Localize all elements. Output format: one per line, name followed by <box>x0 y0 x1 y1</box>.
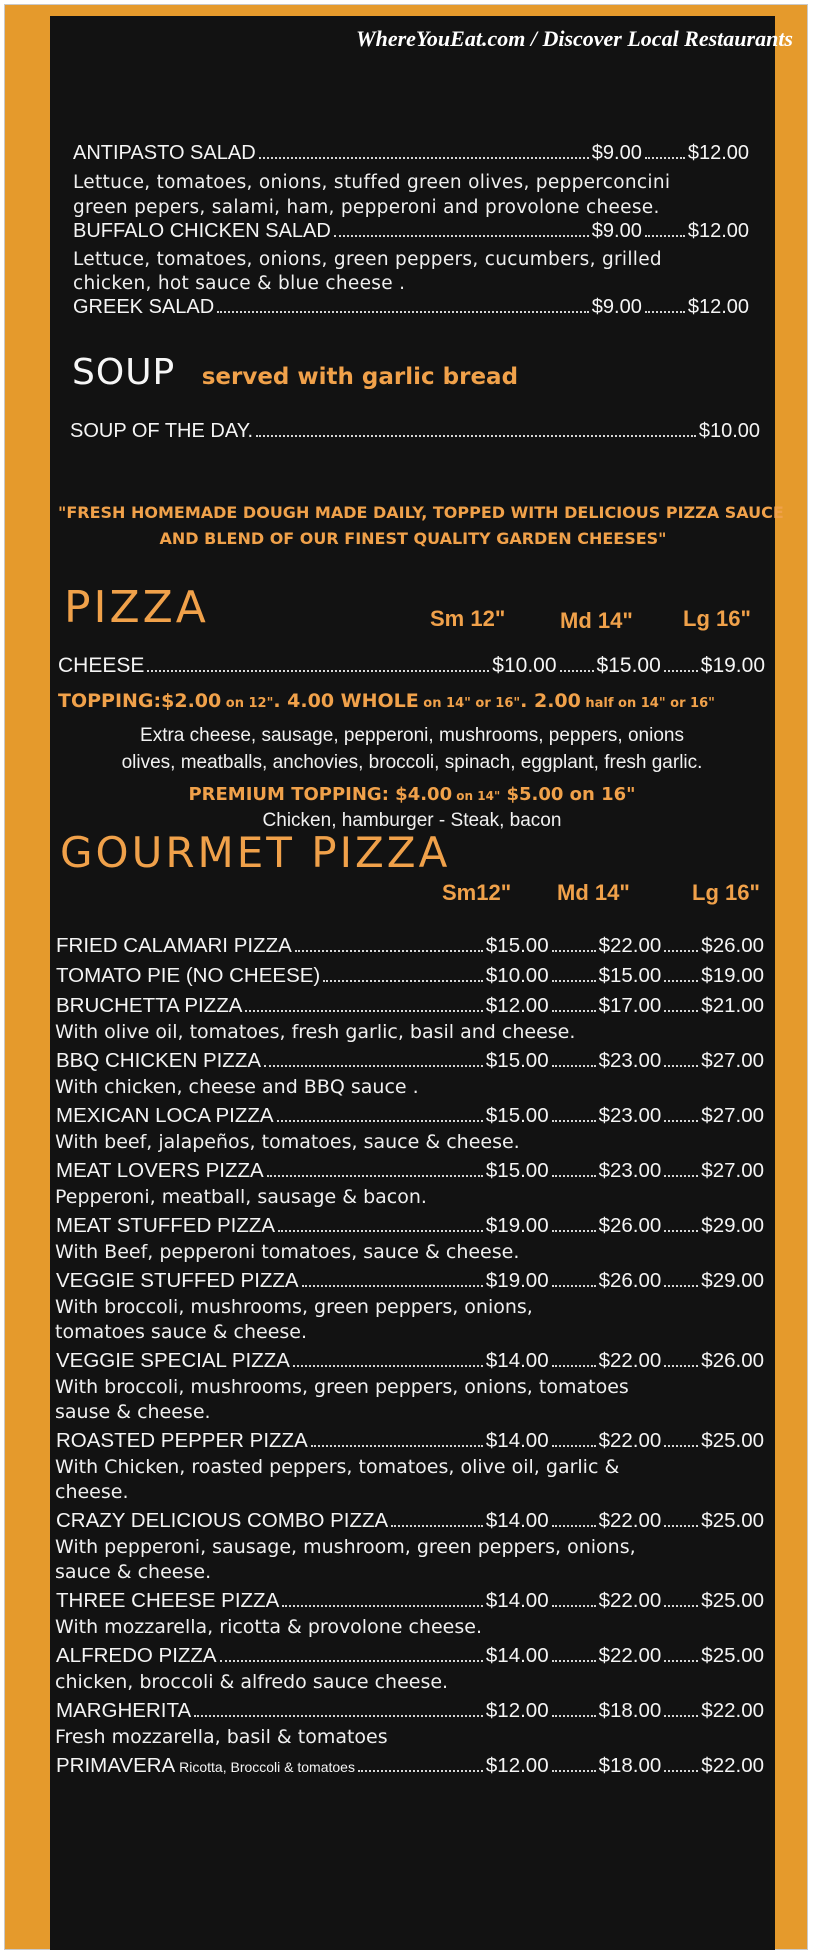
item-description: With broccoli, mushrooms, green peppers, onions, tomatoes <box>55 1375 629 1398</box>
gourmet-row <box>56 964 764 988</box>
premium-a: PREMIUM TOPPING: $4.00 <box>188 784 453 805</box>
dot-leader <box>552 1285 596 1287</box>
dot-leader <box>552 950 596 952</box>
dot-leader <box>293 1365 483 1367</box>
item-name <box>56 1509 388 1533</box>
item-name: GREEK SALAD <box>73 296 215 318</box>
dot-leader <box>264 1065 483 1067</box>
item-name <box>56 1589 279 1613</box>
price-medium: $15.00 <box>598 964 662 987</box>
gourmet-row <box>56 1589 764 1613</box>
dot-leader <box>358 1770 483 1772</box>
topping-b: on 12" <box>221 696 274 711</box>
topping-d: on 14" or 16" <box>418 696 521 711</box>
price-large: $26.00 <box>701 934 764 957</box>
dot-leader <box>552 1445 596 1447</box>
price-small: $15.00 <box>485 934 549 957</box>
dot-leader <box>552 1715 596 1717</box>
gourmet-row <box>56 1049 764 1073</box>
topping-list <box>52 722 772 776</box>
dot-leader <box>256 435 696 437</box>
item-name-text: VEGGIE SPECIAL PIZZA <box>56 1349 290 1372</box>
dot-leader <box>664 1605 698 1607</box>
price-large: $19.00 <box>701 964 764 987</box>
dot-leader <box>552 1605 596 1607</box>
price-large: $12.00 <box>687 142 749 164</box>
item-description: With chicken, cheese and BBQ sauce . <box>55 1075 419 1098</box>
item-name-text: FRIED CALAMARI PIZZA <box>56 934 292 957</box>
dot-leader <box>664 1230 698 1232</box>
item-name <box>56 1104 274 1128</box>
pizza-size-medium: Md 14" <box>560 608 633 633</box>
price-medium: $17.00 <box>598 994 662 1017</box>
item-name-text: PRIMAVERA <box>56 1754 176 1777</box>
pizza-size-small: Sm 12" <box>430 606 506 631</box>
dot-leader <box>664 1065 698 1067</box>
site-banner: WhereYouEat.com / Discover Local Restaurants <box>356 26 793 51</box>
dot-leader <box>645 235 685 237</box>
dot-leader <box>391 1525 483 1527</box>
item-name-text: ALFREDO PIZZA <box>56 1644 217 1667</box>
price-medium: $26.00 <box>598 1214 662 1237</box>
item-name: BUFFALO CHICKEN SALAD <box>73 220 331 242</box>
price-large: $26.00 <box>701 1349 764 1372</box>
dot-leader <box>560 670 594 672</box>
price-small: $14.00 <box>485 1509 549 1532</box>
pizza-title: PIZZA <box>64 582 209 633</box>
soup-item <box>70 420 760 443</box>
price-large: $12.00 <box>687 296 749 318</box>
item-name <box>56 1754 355 1778</box>
price-large: $29.00 <box>701 1214 764 1237</box>
gourmet-row <box>56 1699 764 1723</box>
dot-leader <box>664 1770 698 1772</box>
soup-title: SOUP <box>72 352 176 393</box>
item-name: CHEESE <box>58 654 145 677</box>
gourmet-row <box>56 1104 764 1128</box>
price-medium: $22.00 <box>598 1509 662 1532</box>
topping-e: . 2.00 <box>520 690 581 712</box>
price-large: $27.00 <box>701 1159 764 1182</box>
gourmet-row <box>56 1754 764 1778</box>
item-name-text: MEAT STUFFED PIZZA <box>56 1214 276 1237</box>
price-medium: $18.00 <box>598 1754 662 1777</box>
price-small: $9.00 <box>591 296 642 318</box>
item-description: With pepperoni, sausage, mushroom, green peppers, onions, <box>55 1535 636 1558</box>
salad-row <box>73 296 749 319</box>
item-description: Lettuce, tomatoes, onions, stuffed green olives, pepperconcini <box>73 172 671 193</box>
price-small: $9.00 <box>591 142 642 164</box>
dot-leader <box>245 1010 482 1012</box>
price-small: $12.00 <box>485 1754 549 1777</box>
salad-row <box>73 220 749 243</box>
item-name-text: MEXICAN LOCA PIZZA <box>56 1104 274 1127</box>
dot-leader <box>552 980 596 982</box>
item-description: With Chicken, roasted peppers, tomatoes, olive oil, garlic & <box>55 1455 620 1478</box>
dot-leader <box>267 1175 483 1177</box>
dot-leader <box>277 1120 483 1122</box>
dot-leader <box>217 311 589 313</box>
item-name-text: BBQ CHICKEN PIZZA <box>56 1049 262 1072</box>
price-large: $25.00 <box>701 1589 764 1612</box>
topping-f: half on 14" or 16" <box>580 696 715 711</box>
dot-leader <box>664 1175 698 1177</box>
soup-subtitle: served with garlic bread <box>201 364 519 390</box>
price-large: $27.00 <box>701 1049 764 1072</box>
price-small: $14.00 <box>485 1429 549 1452</box>
salad-row <box>73 142 749 165</box>
item-description: tomatoes sauce & cheese. <box>55 1320 308 1343</box>
dot-leader <box>552 1120 596 1122</box>
dot-leader <box>552 1365 596 1367</box>
item-description: With mozzarella, ricotta & provolone cheese. <box>55 1615 482 1638</box>
item-name <box>56 1644 217 1668</box>
item-name <box>56 1699 191 1723</box>
item-name-text: TOMATO PIE (NO CHEESE) <box>56 964 321 987</box>
price-medium: $22.00 <box>598 1349 662 1372</box>
price-large: $22.00 <box>701 1699 764 1722</box>
dot-leader <box>147 670 489 672</box>
dot-leader <box>664 1525 698 1527</box>
price-medium: $22.00 <box>598 1429 662 1452</box>
price-small: $15.00 <box>485 1159 549 1182</box>
item-description: With broccoli, mushrooms, green peppers, onions, <box>55 1295 533 1318</box>
dot-leader <box>664 1715 698 1717</box>
item-name <box>56 1049 261 1073</box>
item-name <box>56 1349 290 1373</box>
dot-leader <box>220 1660 483 1662</box>
gourmet-row <box>56 1509 764 1533</box>
item-description: green pepers, salami, ham, pepperoni and provolone cheese. <box>73 197 660 218</box>
dot-leader <box>552 1010 596 1012</box>
gourmet-row <box>56 1214 764 1238</box>
item-description: chicken, broccoli & alfredo sauce cheese. <box>55 1670 449 1693</box>
price-small: $15.00 <box>485 1049 549 1072</box>
dot-leader <box>664 1660 698 1662</box>
pizza-size-large: Lg 16" <box>683 606 751 631</box>
price-medium: $22.00 <box>598 1644 662 1667</box>
price-medium: $18.00 <box>598 1699 662 1722</box>
tagline-line: "FRESH HOMEMADE DOUGH MADE DAILY, TOPPED WITH DELICIOUS PIZZA SAUCE <box>58 503 784 522</box>
item-description: chicken, hot sauce & blue cheese . <box>73 273 406 294</box>
topping-a: TOPPING:$2.00 <box>58 690 222 712</box>
dot-leader <box>664 1445 698 1447</box>
gourmet-row <box>56 1429 764 1453</box>
price-small: $19.00 <box>485 1269 549 1292</box>
dot-leader <box>664 950 698 952</box>
item-name-text: THREE CHEESE PIZZA <box>56 1589 280 1612</box>
item-name <box>56 994 242 1018</box>
dot-leader <box>295 950 483 952</box>
dot-leader <box>552 1660 596 1662</box>
item-name <box>56 964 320 988</box>
soup-heading <box>72 352 518 393</box>
dot-leader <box>552 1175 596 1177</box>
topping-list-line: olives, meatballs, anchovies, broccoli, spinach, eggplant, fresh garlic. <box>121 752 703 773</box>
dot-leader <box>282 1605 483 1607</box>
dot-leader <box>645 157 685 159</box>
item-description: With beef, jalapeños, tomatoes, sauce & cheese. <box>55 1130 520 1153</box>
price-small: $10.00 <box>492 654 557 677</box>
price-large: $29.00 <box>701 1269 764 1292</box>
soup-item-price: $10.00 <box>698 420 760 442</box>
premium-list: Chicken, hamburger - Steak, bacon <box>262 810 562 831</box>
item-description: Fresh mozzarella, basil & tomatoes <box>55 1725 388 1748</box>
item-note: Ricotta, Broccoli & tomatoes <box>175 1759 355 1775</box>
gourmet-row <box>56 1269 764 1293</box>
price-large: $25.00 <box>701 1509 764 1532</box>
price-small: $14.00 <box>485 1349 549 1372</box>
price-small: $14.00 <box>485 1644 549 1667</box>
price-large: $19.00 <box>700 654 765 677</box>
item-name: ANTIPASTO SALAD <box>73 142 256 164</box>
tagline <box>58 500 784 552</box>
dot-leader <box>259 157 589 159</box>
item-name <box>56 1214 275 1238</box>
price-large: $12.00 <box>687 220 749 242</box>
price-small: $19.00 <box>485 1214 549 1237</box>
item-name <box>56 1429 308 1453</box>
soup-item-name: SOUP OF THE DAY. <box>70 420 254 442</box>
item-name-text: CRAZY DELICIOUS COMBO PIZZA <box>56 1509 389 1532</box>
item-description: Pepperoni, meatball, sausage & bacon. <box>55 1185 427 1208</box>
dot-leader <box>334 235 589 237</box>
gourmet-size-medium: Md 14" <box>557 880 630 905</box>
price-large: $21.00 <box>701 994 764 1017</box>
price-medium: $23.00 <box>598 1159 662 1182</box>
price-small: $10.00 <box>485 964 549 987</box>
item-name-text: BRUCHETTA PIZZA <box>56 994 243 1017</box>
price-small: $15.00 <box>485 1104 549 1127</box>
item-name <box>56 1269 299 1293</box>
dot-leader <box>311 1445 483 1447</box>
gourmet-row <box>56 1644 764 1668</box>
price-small: $9.00 <box>591 220 642 242</box>
item-description: Lettuce, tomatoes, onions, green peppers, cucumbers, grilled <box>73 249 662 270</box>
gourmet-row <box>56 934 764 958</box>
price-large: $22.00 <box>701 1754 764 1777</box>
item-description: sauce & cheese. <box>55 1560 212 1583</box>
dot-leader <box>664 980 698 982</box>
price-medium: $22.00 <box>598 934 662 957</box>
price-small: $12.00 <box>485 994 549 1017</box>
item-description: cheese. <box>55 1480 129 1503</box>
dot-leader <box>552 1770 596 1772</box>
gourmet-row <box>56 1349 764 1373</box>
dot-leader <box>323 980 483 982</box>
dot-leader <box>664 1120 698 1122</box>
item-name-text: MEAT LOVERS PIZZA <box>56 1159 264 1182</box>
item-name-text: MARGHERITA <box>56 1699 192 1722</box>
price-large: $25.00 <box>701 1644 764 1667</box>
price-large: $25.00 <box>701 1429 764 1452</box>
item-name-text: ROASTED PEPPER PIZZA <box>56 1429 308 1452</box>
price-small: $12.00 <box>485 1699 549 1722</box>
item-description: With Beef, pepperoni tomatoes, sauce & cheese. <box>55 1240 520 1263</box>
item-name-text: VEGGIE STUFFED PIZZA <box>56 1269 299 1292</box>
dot-leader <box>552 1525 596 1527</box>
premium-c: $5.00 on 16" <box>500 784 636 805</box>
item-description: sause & cheese. <box>55 1400 211 1423</box>
item-name <box>56 1159 264 1183</box>
price-medium: $15.00 <box>596 654 661 677</box>
gourmet-size-small: Sm12" <box>442 880 512 905</box>
tagline-line: AND BLEND OF OUR FINEST QUALITY GARDEN CHEESES" <box>159 529 667 548</box>
dot-leader <box>664 670 698 672</box>
topping-c: . 4.00 WHOLE <box>273 690 419 712</box>
topping-line <box>58 690 715 712</box>
gourmet-title: GOURMET PIZZA <box>60 828 451 877</box>
dot-leader <box>302 1285 483 1287</box>
dot-leader <box>194 1715 483 1717</box>
item-description: With olive oil, tomatoes, fresh garlic, basil and cheese. <box>55 1020 576 1043</box>
price-medium: $23.00 <box>598 1104 662 1127</box>
dot-leader <box>664 1010 698 1012</box>
price-small: $14.00 <box>485 1589 549 1612</box>
topping-list-line: Extra cheese, sausage, pepperoni, mushrooms, peppers, onions <box>140 725 684 746</box>
item-name <box>56 934 292 958</box>
gourmet-size-large: Lg 16" <box>692 880 760 905</box>
gourmet-row <box>56 994 764 1018</box>
dot-leader <box>664 1285 698 1287</box>
dot-leader <box>552 1230 596 1232</box>
premium-topping <box>52 784 772 805</box>
premium-b: on 14" <box>452 789 501 803</box>
pizza-cheese-row <box>58 654 765 678</box>
price-medium: $22.00 <box>598 1589 662 1612</box>
price-medium: $23.00 <box>598 1049 662 1072</box>
dot-leader <box>278 1230 483 1232</box>
gourmet-row <box>56 1159 764 1183</box>
price-medium: $26.00 <box>598 1269 662 1292</box>
dot-leader <box>664 1365 698 1367</box>
dot-leader <box>552 1065 596 1067</box>
price-large: $27.00 <box>701 1104 764 1127</box>
dot-leader <box>645 311 685 313</box>
